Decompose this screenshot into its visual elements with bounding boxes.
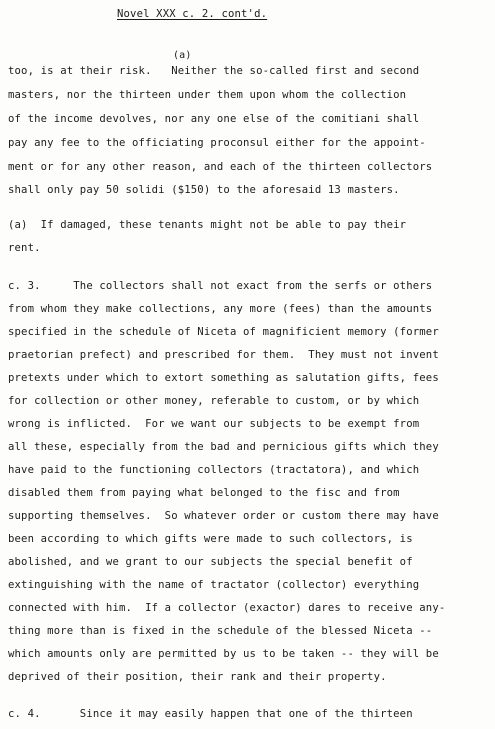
text-line: extinguishing with the name of tractator (collector) everything xyxy=(8,579,420,591)
footnote-marker: (a) xyxy=(173,50,192,61)
text-line: masters, nor the thirteen under them upon whom the collection xyxy=(8,89,407,101)
text-line: wrong is inflicted. For we want our subjects to be exempt from xyxy=(8,418,420,430)
text-line: all these, especially from the bad and pernicious gifts which they xyxy=(8,441,439,453)
text-line: thing more than is fixed in the schedule of the blessed Niceta -- xyxy=(8,625,433,637)
text-line: ment or for any other reason, and each of the thirteen collectors xyxy=(8,161,433,173)
section-c3-line: c. 3. The collectors shall not exact from the serfs or others xyxy=(8,280,433,292)
text-line: abolished, and we grant to our subjects the special benefit of xyxy=(8,556,413,568)
text-line: have paid to the functioning collectors (tractatora), and which xyxy=(8,464,420,476)
text-line: disabled them from paying what belonged to the fisc and from xyxy=(8,487,400,499)
text-line: connected with him. If a collector (exactor) dares to receive any- xyxy=(8,602,446,614)
text-line: shall only pay 50 solidi ($150) to the aforesaid 13 masters. xyxy=(8,184,400,196)
text-line: praetorian prefect) and prescribed for them. They must not invent xyxy=(8,349,439,361)
text-line: too, is at their risk. Neither the so-called first and second xyxy=(8,65,420,77)
text-line: for collection or other money, referable to custom, or by which xyxy=(8,395,420,407)
text-line: supporting themselves. So whatever order or custom there may have xyxy=(8,510,439,522)
text-line: of the income devolves, nor any one else of the comitiani shall xyxy=(8,113,420,125)
text-line: been according to which gifts were made to such collectors, is xyxy=(8,533,413,545)
page-header: Novel XXX c. 2. cont'd. xyxy=(117,8,268,20)
text-line: deprived of their position, their rank and their property. xyxy=(8,671,387,683)
section-c4-line: c. 4. Since it may easily happen that one of the thirteen xyxy=(8,708,413,720)
text-line: from whom they make collections, any more (fees) than the amounts xyxy=(8,303,433,315)
footnote-line: (a) If damaged, these tenants might not be able to pay their xyxy=(8,219,407,231)
footnote-line: rent. xyxy=(8,242,41,254)
text-line: which amounts only are permitted by us to be taken -- they will be xyxy=(8,648,439,660)
text-line: pretexts under which to extort something as salutation gifts, fees xyxy=(8,372,439,384)
text-line: specified in the schedule of Niceta of magnificient memory (former xyxy=(8,326,439,338)
text-line: pay any fee to the officiating proconsul either for the appoint- xyxy=(8,137,426,149)
